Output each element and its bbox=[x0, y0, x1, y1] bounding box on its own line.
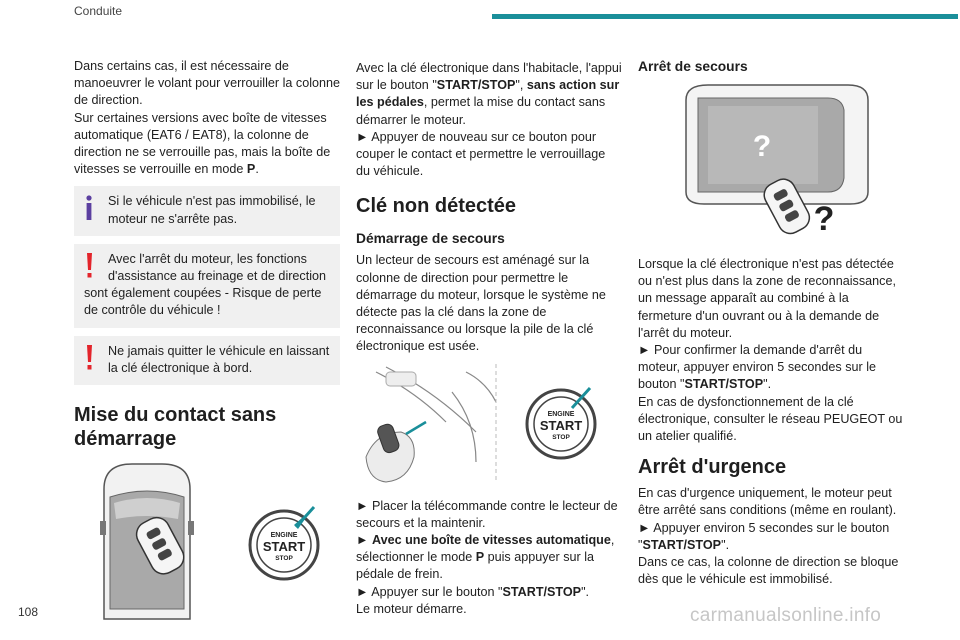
paragraph: En cas de dysfonctionnement de la clé électronique, consulter le réseau PEUGEOT ou un atelier qualifié. bbox=[638, 394, 903, 444]
section-heading: Arrêt d'urgence bbox=[638, 456, 787, 479]
paragraph: ► Avec une boîte de vitesses automatique, sélectionner le mode P puis appuyer sur la pédale de frein. bbox=[356, 533, 615, 582]
paragraph: ► Appuyer sur le bouton "START/STOP". bbox=[356, 584, 590, 599]
column-1 bbox=[74, 58, 340, 629]
paragraph: ► Appuyer environ 5 secondes sur le bouton "START/STOP". bbox=[638, 520, 890, 552]
column-2 bbox=[356, 60, 622, 618]
warning-note: Avec l'arrêt du moteur, les fonctions d'assistance au freinage et de direction sont également coupées - Risque de perte de contrôle du véhicule ! bbox=[74, 244, 340, 328]
svg-text:START: START bbox=[539, 417, 583, 433]
watermark: carmanualsonline.info bbox=[690, 605, 882, 626]
svg-text:STOP: STOP bbox=[275, 555, 293, 563]
paragraph: Avec la clé électronique dans l'habitacle, l'appui sur le bouton "START/STOP", sans action sur les pédales, permet la mise du contact sans démarrer le moteur. bbox=[356, 61, 622, 127]
info-note: Si le véhicule n'est pas immobilisé, le moteur ne s'arrête pas. bbox=[74, 186, 340, 235]
car-key-illustration bbox=[74, 459, 340, 629]
paragraph: Dans ce cas, la colonne de direction se bloque dès que le véhicule est immobilisé. bbox=[638, 555, 899, 587]
column-3 bbox=[638, 58, 904, 588]
paragraph: Lorsque la clé électronique n'est pas détectée ou n'est plus dans la zone de reconnaissance, un message apparaît au combiné à la fermeture d'un ouvrant ou à la demande de l'arrêt du moteur. bbox=[638, 257, 896, 340]
paragraph: En cas d'urgence uniquement, le moteur peut être arrêté sans conditions (même en roulant). bbox=[638, 486, 897, 518]
paragraph: ► Placer la télécommande contre le lecteur de secours et la maintenir. bbox=[356, 498, 618, 530]
paragraph: Dans certains cas, il est nécessaire de manoeuvrer le volant pour verrouiller la colonne de direction. bbox=[74, 59, 341, 108]
paragraph: ► Appuyer de nouveau sur ce bouton pour couper le contact et permettre le verrouillage du véhicule. bbox=[356, 129, 606, 179]
header-title: Conduite bbox=[74, 4, 123, 18]
warning-icon bbox=[84, 344, 100, 372]
svg-text:ENGINE: ENGINE bbox=[547, 410, 575, 418]
page-number: 108 bbox=[18, 605, 39, 619]
info-icon bbox=[84, 194, 100, 222]
svg-text:ENGINE: ENGINE bbox=[270, 532, 298, 540]
sub-heading: Démarrage de secours bbox=[356, 231, 505, 247]
svg-text:STOP: STOP bbox=[552, 433, 570, 441]
section-heading: Clé non détectée bbox=[356, 195, 517, 218]
backup-reader-illustration bbox=[356, 362, 622, 488]
svg-text:?: ? bbox=[813, 200, 835, 238]
svg-text:START: START bbox=[262, 539, 306, 555]
warning-note: Ne jamais quitter le véhicule en laissant la clé électronique à bord. bbox=[74, 336, 340, 385]
paragraph: Un lecteur de secours est aménagé sur la colonne de direction pour permettre le démarrage du moteur, lorsque le système ne détecte pas la clé dans la zone de reconnaissance ou lorsque la pile de la clé électronique est usée. bbox=[356, 253, 606, 354]
svg-text:?: ? bbox=[752, 130, 772, 163]
key-not-detected-illustration bbox=[638, 80, 904, 248]
header-accent-bar bbox=[492, 14, 958, 19]
sub-heading: Arrêt de secours bbox=[638, 59, 748, 74]
paragraph: Le moteur démarre. bbox=[356, 601, 467, 616]
warning-icon bbox=[84, 252, 100, 280]
paragraph: Sur certaines versions avec boîte de vitesses automatique (EAT6 / EAT8), la colonne de direction ne se verrouille pas, mais la boîte de vitesses se verrouille en mode P. bbox=[74, 110, 331, 177]
paragraph: ► Pour confirmer la demande d'arrêt du moteur, appuyer environ 5 secondes sur le bouton "START/STOP". bbox=[638, 343, 877, 392]
section-heading: Mise du contact sans démarrage bbox=[74, 404, 277, 451]
